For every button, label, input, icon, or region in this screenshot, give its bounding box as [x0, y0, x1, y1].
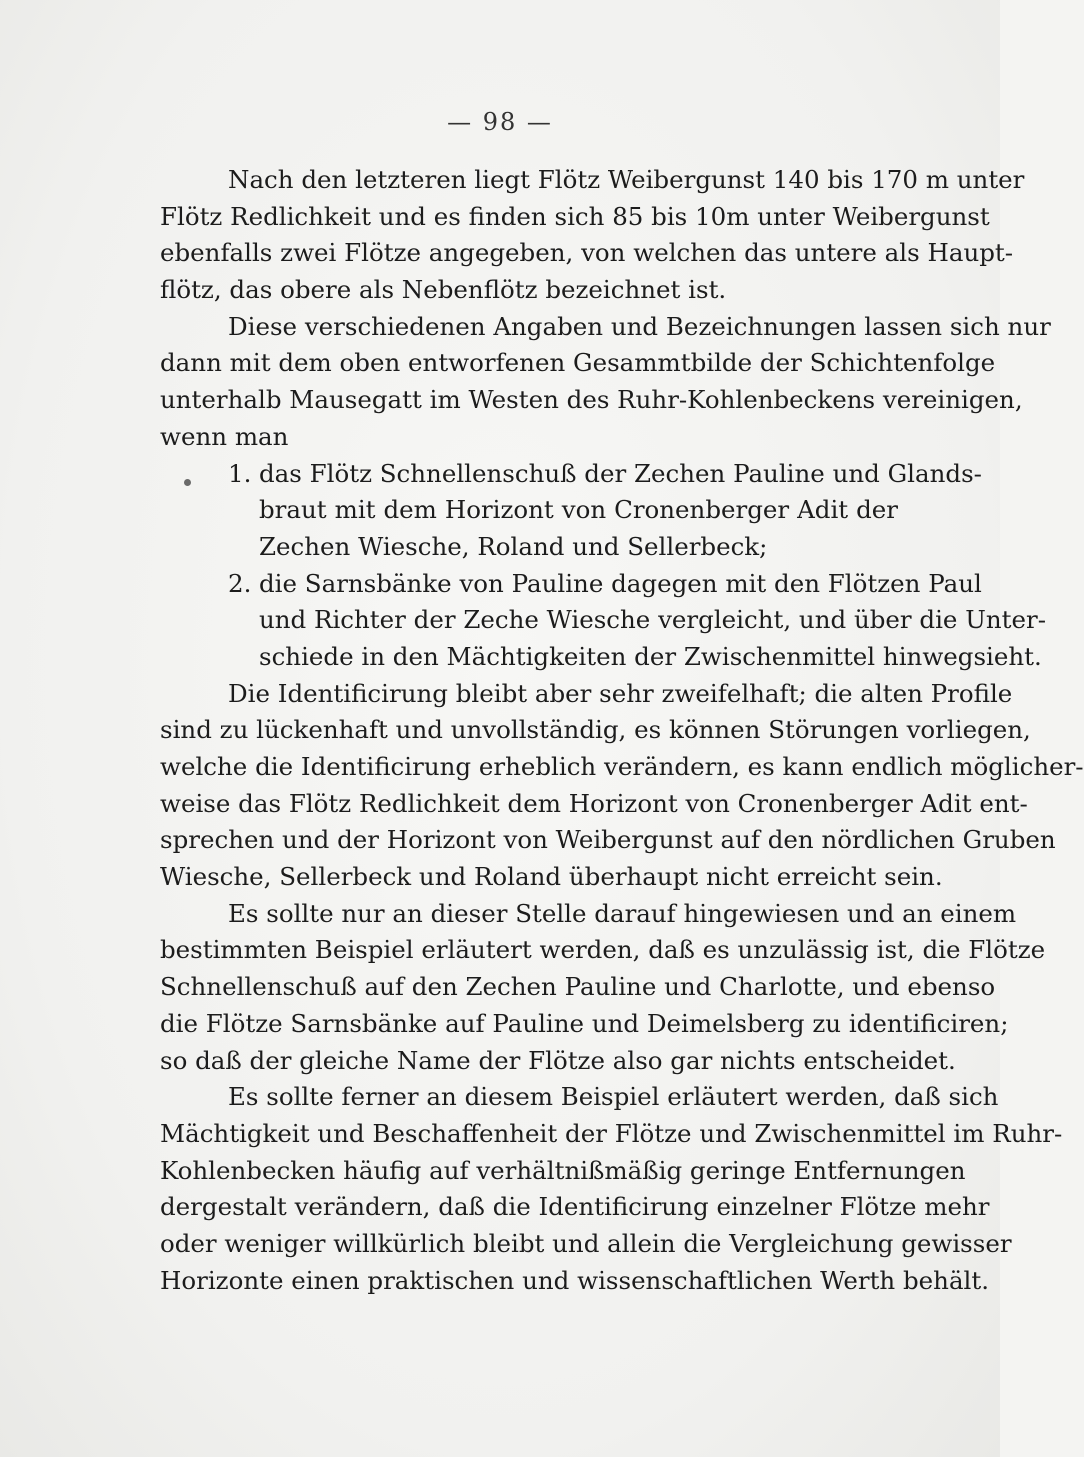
text-line: und Richter der Zeche Wiesche vergleicht, und über die Unter-: [259, 605, 1046, 635]
text-line: wenn man: [160, 421, 289, 451]
text-line: dergestalt verändern, daß die Identificirung einzelner Flötze mehr: [160, 1192, 990, 1222]
page-number: — 98 —: [447, 108, 553, 136]
text-line: Diese verschiedenen Angaben und Bezeichnungen lassen sich nur: [228, 311, 1051, 341]
text-line: Es sollte nur an dieser Stelle darauf hingewiesen und an einem: [228, 898, 1017, 928]
text-line: Wiesche, Sellerbeck und Roland überhaupt nicht erreicht sein.: [160, 862, 943, 892]
text-line: bestimmten Beispiel erläutert werden, daß es unzulässig ist, die Flötze: [160, 935, 1046, 965]
text-line: die Flötze Sarnsbänke auf Pauline und Deimelsberg zu identificiren;: [160, 1008, 1009, 1038]
paragraph: [160, 309, 1051, 456]
page-body: [160, 162, 1084, 1299]
text-line: Nach den letzteren liegt Flötz Weibergunst 140 bis 170 m unter: [228, 165, 1025, 194]
list-item-text: das Flötz Schnellenschuß der Zechen Pauline und Glands-: [259, 458, 982, 488]
text-line: Horizonte einen praktischen und wissenschaftlichen Werth behält.: [160, 1265, 990, 1295]
text-line: Mächtigkeit und Beschaffenheit der Flötze und Zwischenmittel im Ruhr-: [160, 1118, 1063, 1148]
list-item-text: die Sarnsbänke von Pauline dagegen mit den Flötzen Paul: [259, 568, 982, 598]
list-item-first-line: [160, 456, 982, 493]
list-item-number: 2.: [228, 568, 252, 598]
text-line: Kohlenbecken häufig auf verhältnißmäßig geringe Entfernungen: [160, 1155, 966, 1185]
text-line: Flötz Redlichkeit und es finden sich 85 bis 10m unter Weibergunst: [160, 201, 990, 231]
text-line: sprechen und der Horizont von Weibergunst auf den nördlichen Gruben: [160, 825, 1056, 855]
text-line: oder weniger willkürlich bleibt und allein die Vergleichung gewisser: [160, 1228, 1012, 1258]
text-line: Die Identificirung bleibt aber sehr zweifelhaft; die alten Profile: [228, 678, 1013, 708]
text-line: Zechen Wiesche, Roland und Sellerbeck;: [259, 531, 768, 561]
paragraph: [160, 1079, 1063, 1299]
paragraph: [160, 896, 1046, 1079]
text-line: sind zu lückenhaft und unvollständig, es können Störungen vorliegen,: [160, 715, 1031, 745]
text-line: Es sollte ferner an diesem Beispiel erläutert werden, daß sich: [228, 1082, 999, 1112]
text-line: flötz, das obere als Nebenflötz bezeichnet ist.: [160, 275, 727, 305]
text-line: braut mit dem Horizont von Cronenberger Adit der: [259, 495, 898, 525]
text-line: so daß der gleiche Name der Flötze also gar nichts entscheidet.: [160, 1045, 956, 1075]
paragraph: [160, 676, 1084, 896]
list-item: [160, 566, 1046, 676]
text-line: ebenfalls zwei Flötze angegeben, von welchen das untere als Haupt-: [160, 238, 1014, 268]
paragraph: [160, 162, 1025, 309]
text-line: unterhalb Mausegatt im Westen des Ruhr-Kohlenbeckens vereinigen,: [160, 385, 1023, 415]
list-item-first-line: [160, 566, 982, 603]
text-line: schiede in den Mächtigkeiten der Zwischenmittel hinwegsieht.: [259, 641, 1042, 671]
text-line: weise das Flötz Redlichkeit dem Horizont von Cronenberger Adit ent-: [160, 788, 1028, 818]
text-line: dann mit dem oben entworfenen Gesammtbilde der Schichtenfolge: [160, 348, 996, 378]
text-line: welche die Identificirung erheblich verändern, es kann endlich möglicher-: [160, 752, 1084, 781]
list-item-number: 1.: [228, 458, 252, 488]
list-item: [160, 456, 982, 566]
text-line: Schnellenschuß auf den Zechen Pauline und Charlotte, und ebenso: [160, 972, 996, 1002]
